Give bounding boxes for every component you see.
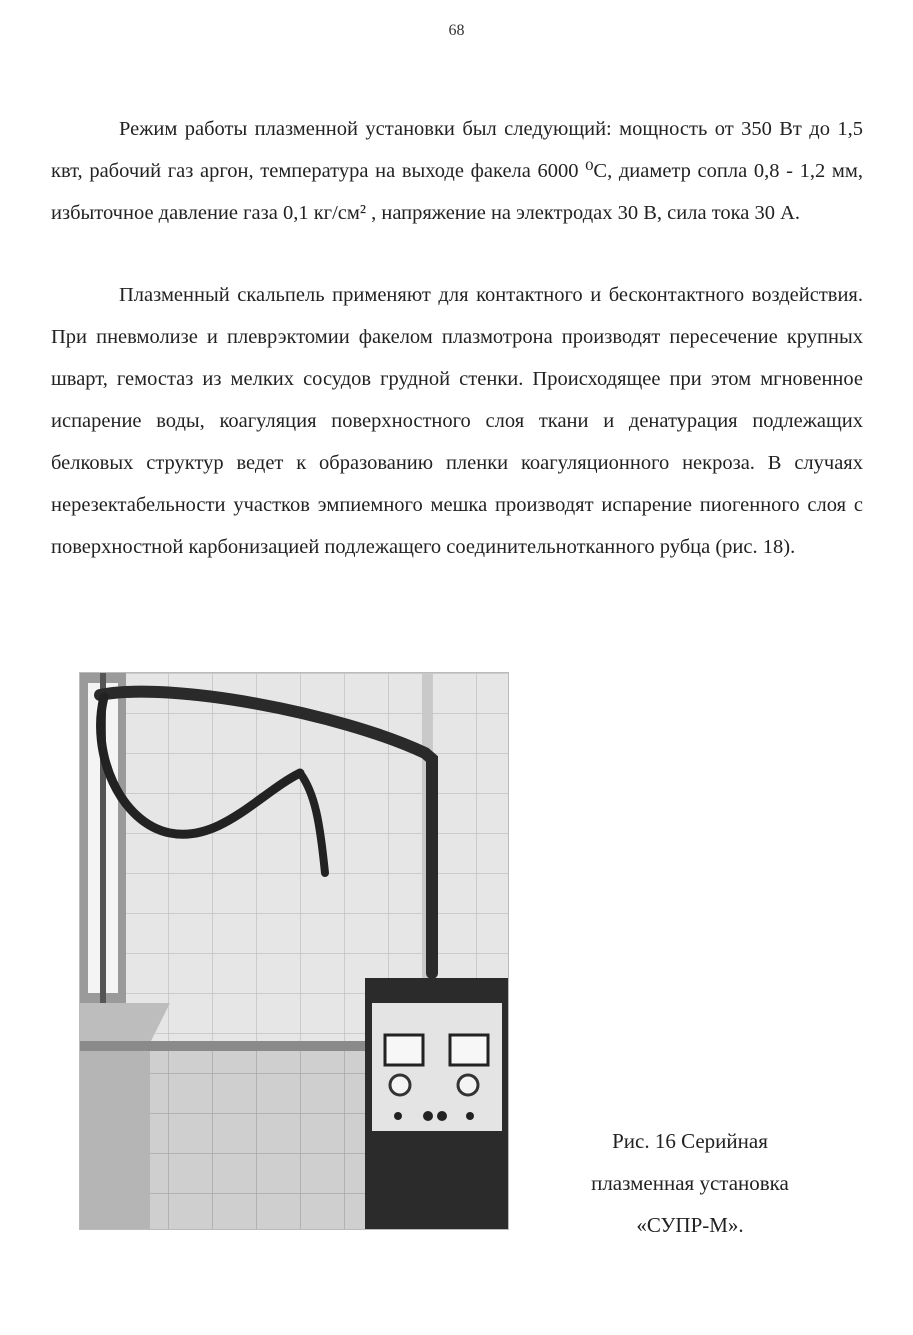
caption-line: Рис. 16 Серийная (612, 1129, 768, 1153)
paragraph-text: Плазменный скальпель применяют для контактного и бесконтактного воздействия. При пневмолизе и плеврэктомии факелом плазмотрона производят пересечение крупных шварт, гемостаз из мелких сосудов грудной стенки. Происходящее при этом мгновенное испарение воды, коагуляция поверхностного слоя ткани и денатурация подлежащих белковых структур ведет к образованию пленки коагуляционного некроза. В случаях нерезектабельности участков эмпиемного мешка производят испарение пиогенного слоя с поверхностной карбонизацией подлежащего соединительнотканного рубца (рис. 18). (51, 284, 863, 558)
caption-line: «СУПР-М». (636, 1213, 744, 1237)
paragraph-plasma-scalpel (51, 274, 863, 568)
plasma-unit-photo (79, 672, 509, 1230)
paragraph-text: Режим работы плазменной установки был следующий: мощность от 350 Вт до 1,5 квт, рабочий газ аргон, температура на выходе факела 6000 ⁰С, диаметр сопла 0,8 - 1,2 мм, избыточное давление газа 0,1 кг/см² , напряжение на электродах 30 В, сила тока 30 А. (51, 118, 863, 224)
paragraph-operating-mode (51, 108, 863, 234)
figure-caption (560, 1120, 820, 1246)
caption-line: плазменная установка (591, 1171, 789, 1195)
page-number: 68 (448, 22, 465, 39)
